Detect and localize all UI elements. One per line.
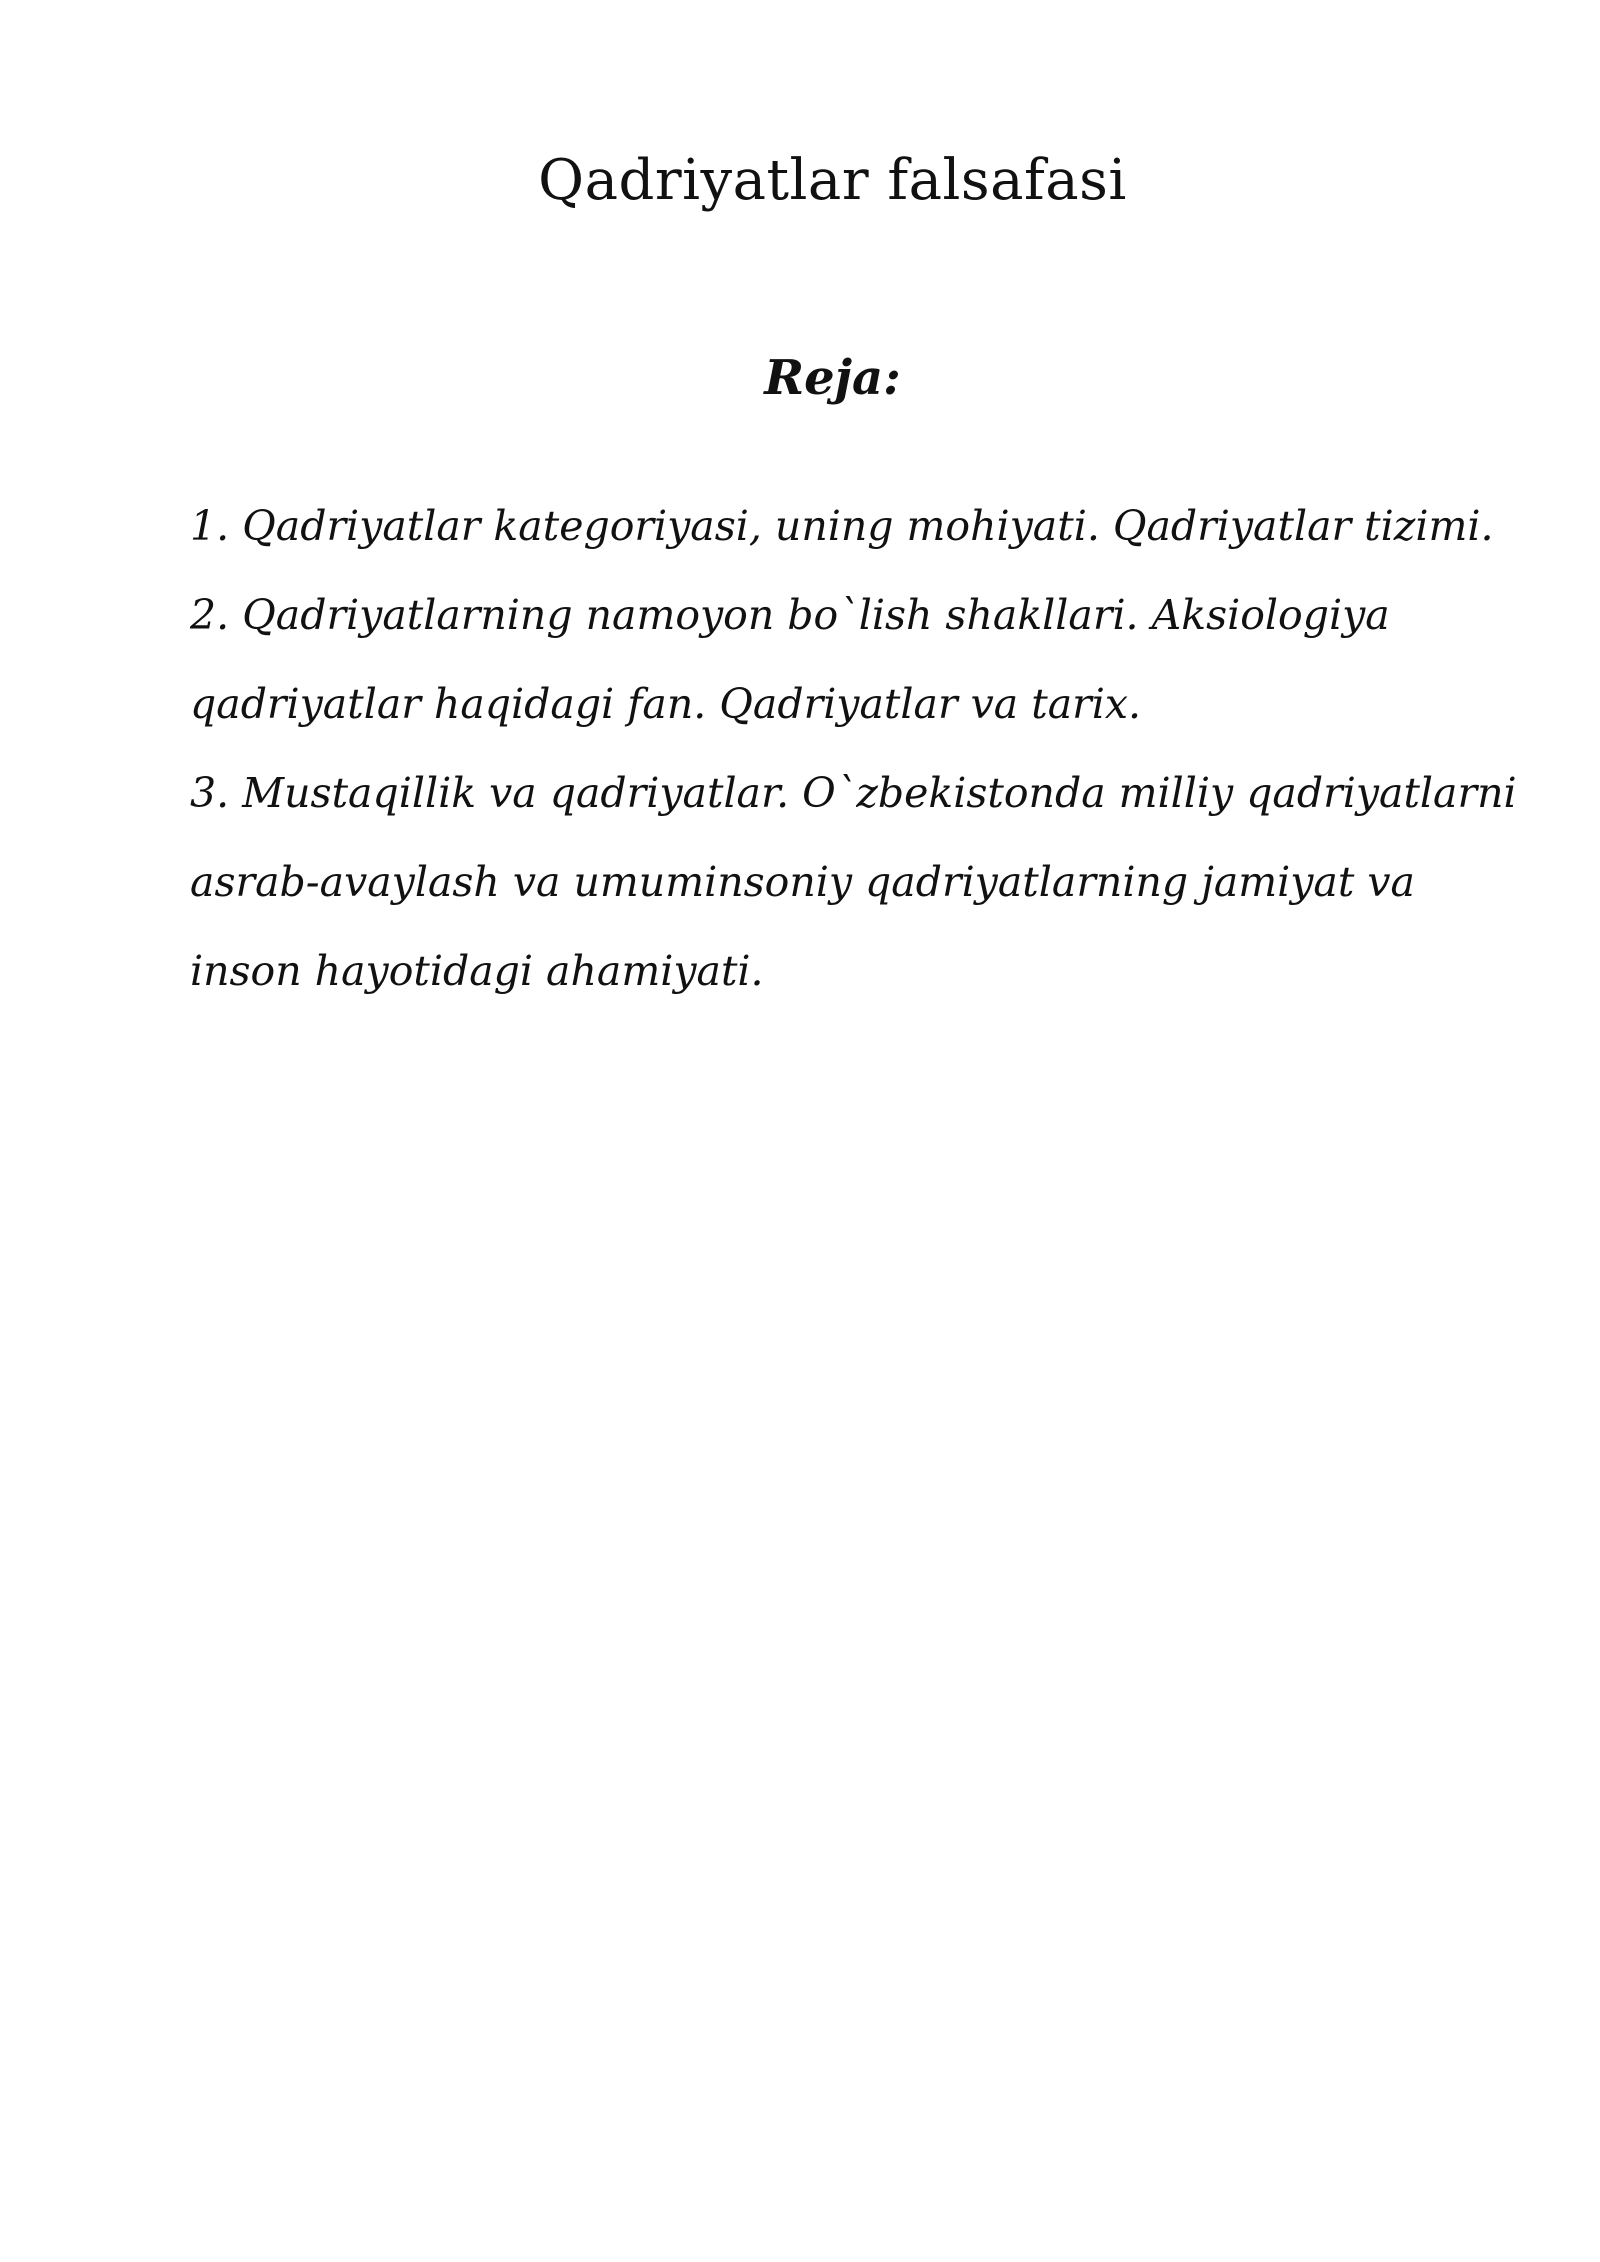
plan-item-3: 3. Mustaqillik va qadriyatlar. O`zbekistonda milliy qadriyatlarni asrab-avaylash va umuminsoniy qadriyatlarning jamiyat va inson hayotidagi ahamiyati. (190, 769, 1517, 995)
plan-item-1: 1. Qadriyatlar kategoriyasi, uning mohiyati. Qadriyatlar tizimi. (190, 502, 1494, 550)
plan-heading: Reja: (764, 350, 901, 406)
document-title: Qadriyatlar falsafasi (538, 148, 1127, 213)
plan-item-2: 2. Qadriyatlarning namoyon bo`lish shakllari. Aksiologiya qadriyatlar haqidagi fan. Qadriyatlar va tarix. (190, 591, 1390, 728)
plan-list (190, 482, 1520, 1016)
